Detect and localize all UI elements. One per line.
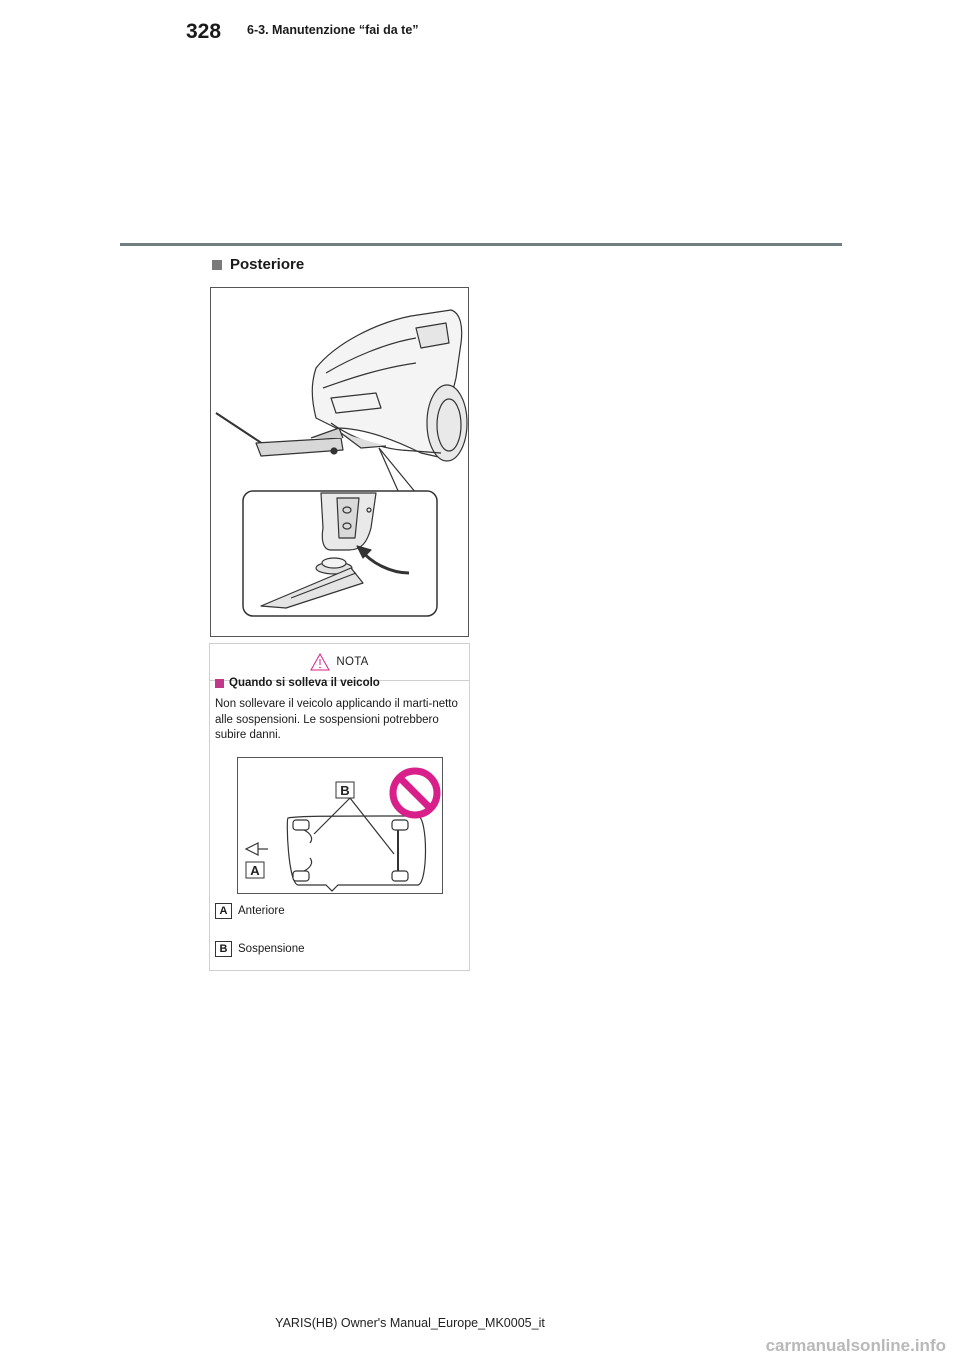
car-topview-diagram [238,758,442,893]
notice-heading [215,677,380,689]
jack-illustration [210,287,469,637]
legend-key-b: B [215,941,232,957]
diagram-label-b: B [340,783,350,798]
footer-manual-id: YARIS(HB) Owner's Manual_Europe_MK0005_it [275,1316,545,1330]
legend-key-a: A [215,903,232,919]
subheading-text: Posteriore [230,256,305,273]
notice-header [210,644,469,681]
notice-label: NOTA [336,656,369,668]
watermark: carmanualsonline.info [765,1336,946,1355]
pink-square-bullet-icon [215,679,224,688]
legend-item-a [215,903,285,919]
square-bullet-icon [212,260,222,270]
legend-text-a: Anteriore [238,905,285,917]
diagram-label-a: A [250,863,260,878]
page-number: 328 [186,20,222,43]
subheading [212,256,304,273]
notice-body: Non sollevare il veicolo applicando il marti-netto alle sospensioni. Le sospensioni potrebbero subire danni. [215,698,458,741]
section-title: 6-3. Manutenzione “fai da te” [247,23,419,37]
warning-triangle-icon [310,653,330,671]
notice-heading-text: Quando si solleva il veicolo [229,677,380,689]
notice-box [209,643,470,971]
legend-text-b: Sospensione [238,943,305,955]
legend-item-b [215,941,305,957]
header-rule [120,243,842,246]
rear-jack-point-illustration [211,288,468,636]
suspension-diagram [237,757,443,894]
